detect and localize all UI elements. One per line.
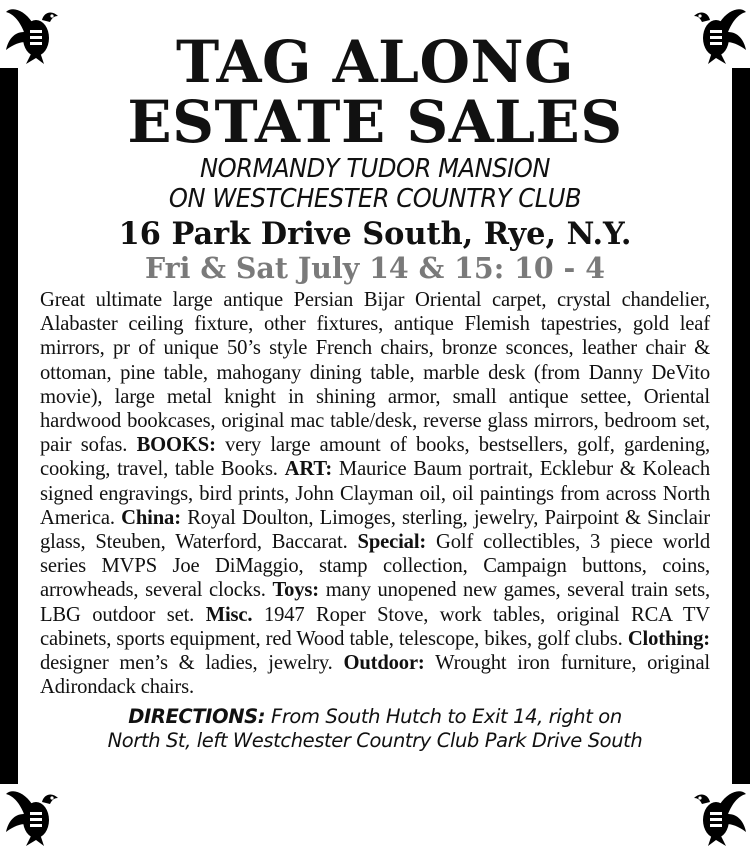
china-label: China: — [121, 506, 181, 529]
item-listing — [40, 288, 710, 699]
misc-text: 1947 Roper Stove, work tables, original RCA TV cabinets, sports equipment, red Wood table, telescope, bikes, golf clubs. — [40, 603, 711, 650]
toys-label: Toys: — [272, 579, 319, 602]
misc-label: Misc. — [205, 603, 253, 626]
china-text: Royal Doulton, Limoges, sterling, jewelry, Pairpoint & Sinclair glass, Steuben, Waterford, Baccarat. — [40, 506, 710, 554]
art-text: Maurice Baum portrait, Ecklebur & Koleach signed engravings, bird prints, John Clayman oil, oil paintings from across North America. — [40, 458, 710, 529]
border-left — [0, 68, 18, 784]
subtitle-line-1: NORMANDY TUDOR MANSION — [200, 154, 550, 184]
title-line-1: TAG ALONG — [175, 28, 575, 96]
subtitle — [62, 154, 689, 214]
eagle-icon — [690, 784, 750, 848]
border-right — [732, 68, 750, 784]
art-label: ART: — [284, 458, 333, 481]
books-label: BOOKS: — [136, 434, 216, 457]
directions — [38, 705, 712, 753]
eagle-icon — [2, 784, 62, 848]
toys-text: many unopened new games, several train sets, LBG outdoor set. — [40, 579, 711, 626]
clothing-label: Clothing: — [627, 627, 711, 650]
outdoor-label: Outdoor: — [343, 652, 425, 675]
directions-label: DIRECTIONS: — [128, 705, 266, 729]
outdoor-text: Wrought iron furniture, original Adirondack chairs. — [40, 652, 711, 699]
title-line-2: ESTATE SALES — [127, 88, 623, 156]
clothing-text: designer men’s & ladies, jewelry. — [40, 652, 333, 675]
directions-line-1 — [38, 705, 712, 729]
directions-line-2: North St, left Westchester Country Club Park Drive South — [107, 729, 643, 753]
ad-content — [38, 0, 712, 850]
ad-title — [38, 28, 712, 156]
eagle-icon — [690, 2, 750, 66]
directions-text-1: From South Hutch to Exit 14, right on — [271, 705, 622, 729]
address: 16 Park Drive South, Rye, N.Y. — [118, 216, 632, 252]
special-label: Special: — [357, 531, 427, 554]
eagle-icon — [2, 2, 62, 66]
special-text: Golf collectibles, 3 piece world series MVPS Joe DiMaggio, stamp collection, Campaign buttons, coins, arrowheads, several clocks. — [40, 531, 711, 602]
subtitle-line-2: ON WESTCHESTER COUNTRY CLUB — [168, 184, 582, 214]
sale-dates: Fri & Sat July 14 & 15: 10 - 4 — [144, 251, 606, 285]
books-text: very large amount of books, bestsellers, golf, gardening, cooking, travel, table Books. — [40, 434, 711, 481]
listing-intro: Great ultimate large antique Persian Bijar Oriental carpet, crystal chandelier, Alabaster ceiling fixture, other fixtures, antique Flemish tapestries, gold leaf mirrors, pr of unique 50’s style French chairs, bronze sconces, leather chair & ottoman, pine table, mahogany dining table, marble desk (from Danny DeVito movie), large metal knight in shining armor, small antique settee, Oriental hardwood bookcases, original mac table/desk, reverse glass mirrors, bedroom set, pair sofas. — [40, 289, 710, 457]
